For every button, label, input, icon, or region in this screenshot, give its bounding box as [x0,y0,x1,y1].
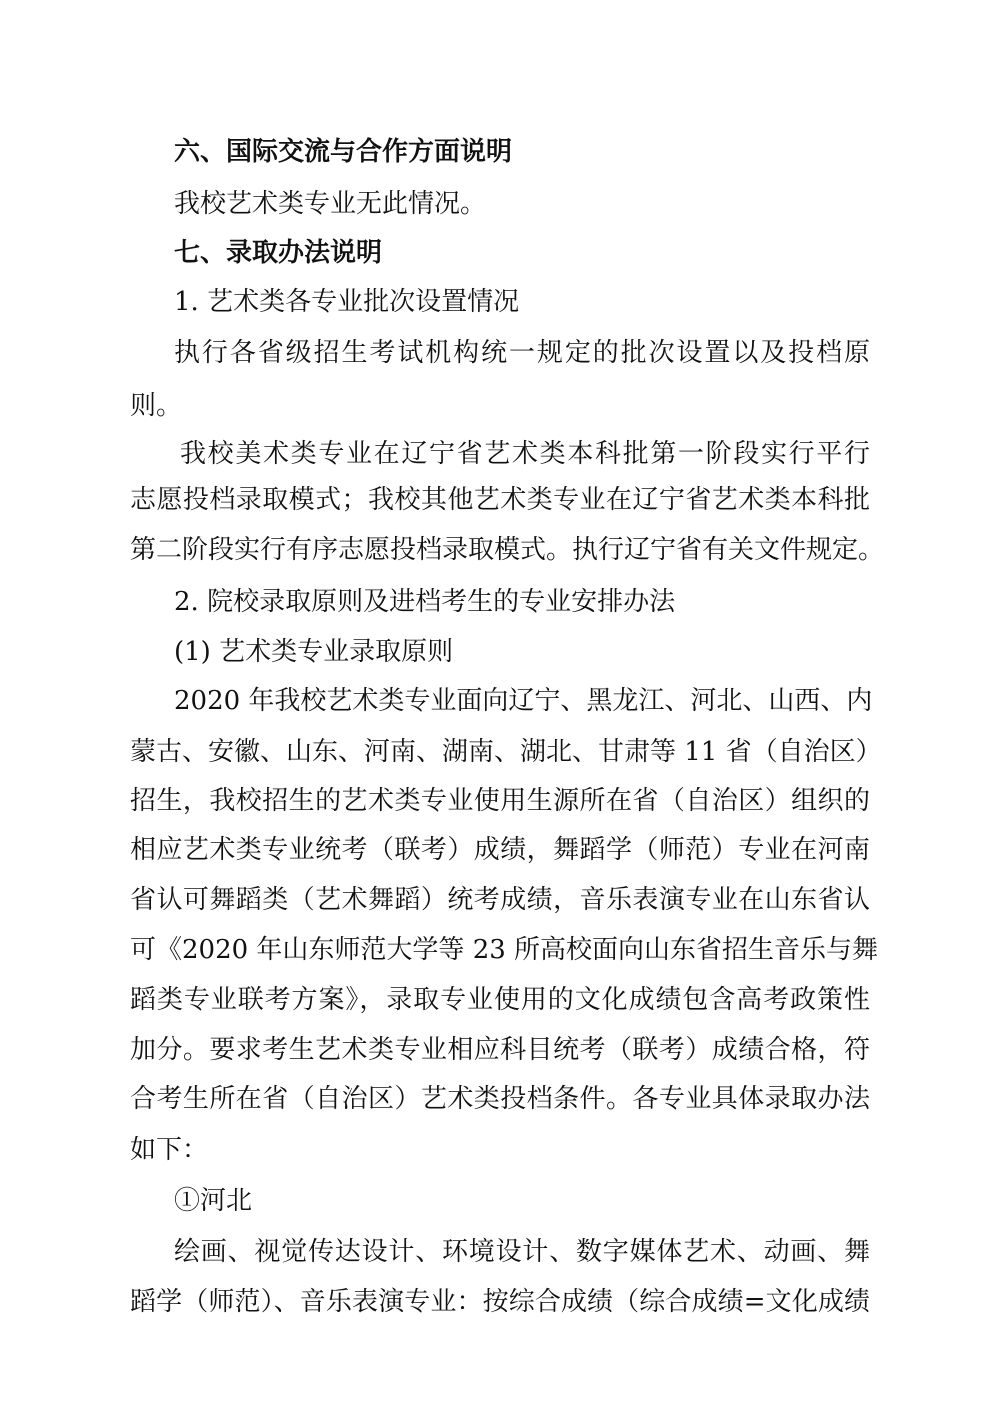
paragraph-line: 执行各省级招生考试机构统一规定的批次设置以及投档原 [174,338,870,368]
paragraph-line: 2020 年我校艺术类专业面向辽宁、黑龙江、河北、山西、内 [174,686,873,716]
province-heading: ①河北 [174,1186,253,1216]
paragraph-line: 招生，我校招生的艺术类专业使用生源所在省（自治区）组织的 [130,786,870,816]
paragraph-line: 蹈类专业联考方案》，录取专业使用的文化成绩包含高考政策性 [130,985,870,1015]
section-heading-seven: 七、录取办法说明 [174,238,383,268]
paragraph-line: 合考生所在省（自治区）艺术类投档条件。各专业具体录取办法 [130,1084,870,1114]
paragraph-line: 蒙古、安徽、山东、河南、湖南、湖北、甘肃等 11 省（自治区） [130,737,882,767]
paragraph-line: 志愿投档录取模式；我校其他艺术类专业在辽宁省艺术类本科批 [130,485,870,515]
paragraph-line: 则。 [130,391,183,421]
section-six-body: 我校艺术类专业无此情况。 [174,189,487,219]
subsection-title: 2. 院校录取原则及进档考生的专业安排办法 [174,587,676,617]
subsection-title: (1) 艺术类专业录取原则 [174,637,454,667]
paragraph-line: 加分。要求考生艺术类专业相应科目统考（联考）成绩合格，符 [130,1035,870,1065]
subsection-title: 1. 艺术类各专业批次设置情况 [174,287,520,317]
paragraph-line: 省认可舞蹈类（艺术舞蹈）统考成绩，音乐表演专业在山东省认 [130,885,870,915]
paragraph-line: 蹈学（师范）、音乐表演专业：按综合成绩（综合成绩=文化成绩 [130,1287,870,1317]
paragraph-line: 绘画、视觉传达设计、环境设计、数字媒体艺术、动画、舞 [174,1237,870,1267]
paragraph-line: 第二阶段实行有序志愿投档录取模式。执行辽宁省有关文件规定。 [130,535,885,565]
paragraph-line: 相应艺术类专业统考（联考）成绩，舞蹈学（师范）专业在河南 [130,835,870,865]
paragraph-line: 如下： [130,1135,209,1165]
paragraph-line: 可《2020 年山东师范大学等 23 所高校面向山东省招生音乐与舞 [130,935,879,965]
section-heading-six: 六、国际交流与合作方面说明 [174,137,513,167]
paragraph-line: 我校美术类专业在辽宁省艺术类本科批第一阶段实行平行 [180,439,870,469]
